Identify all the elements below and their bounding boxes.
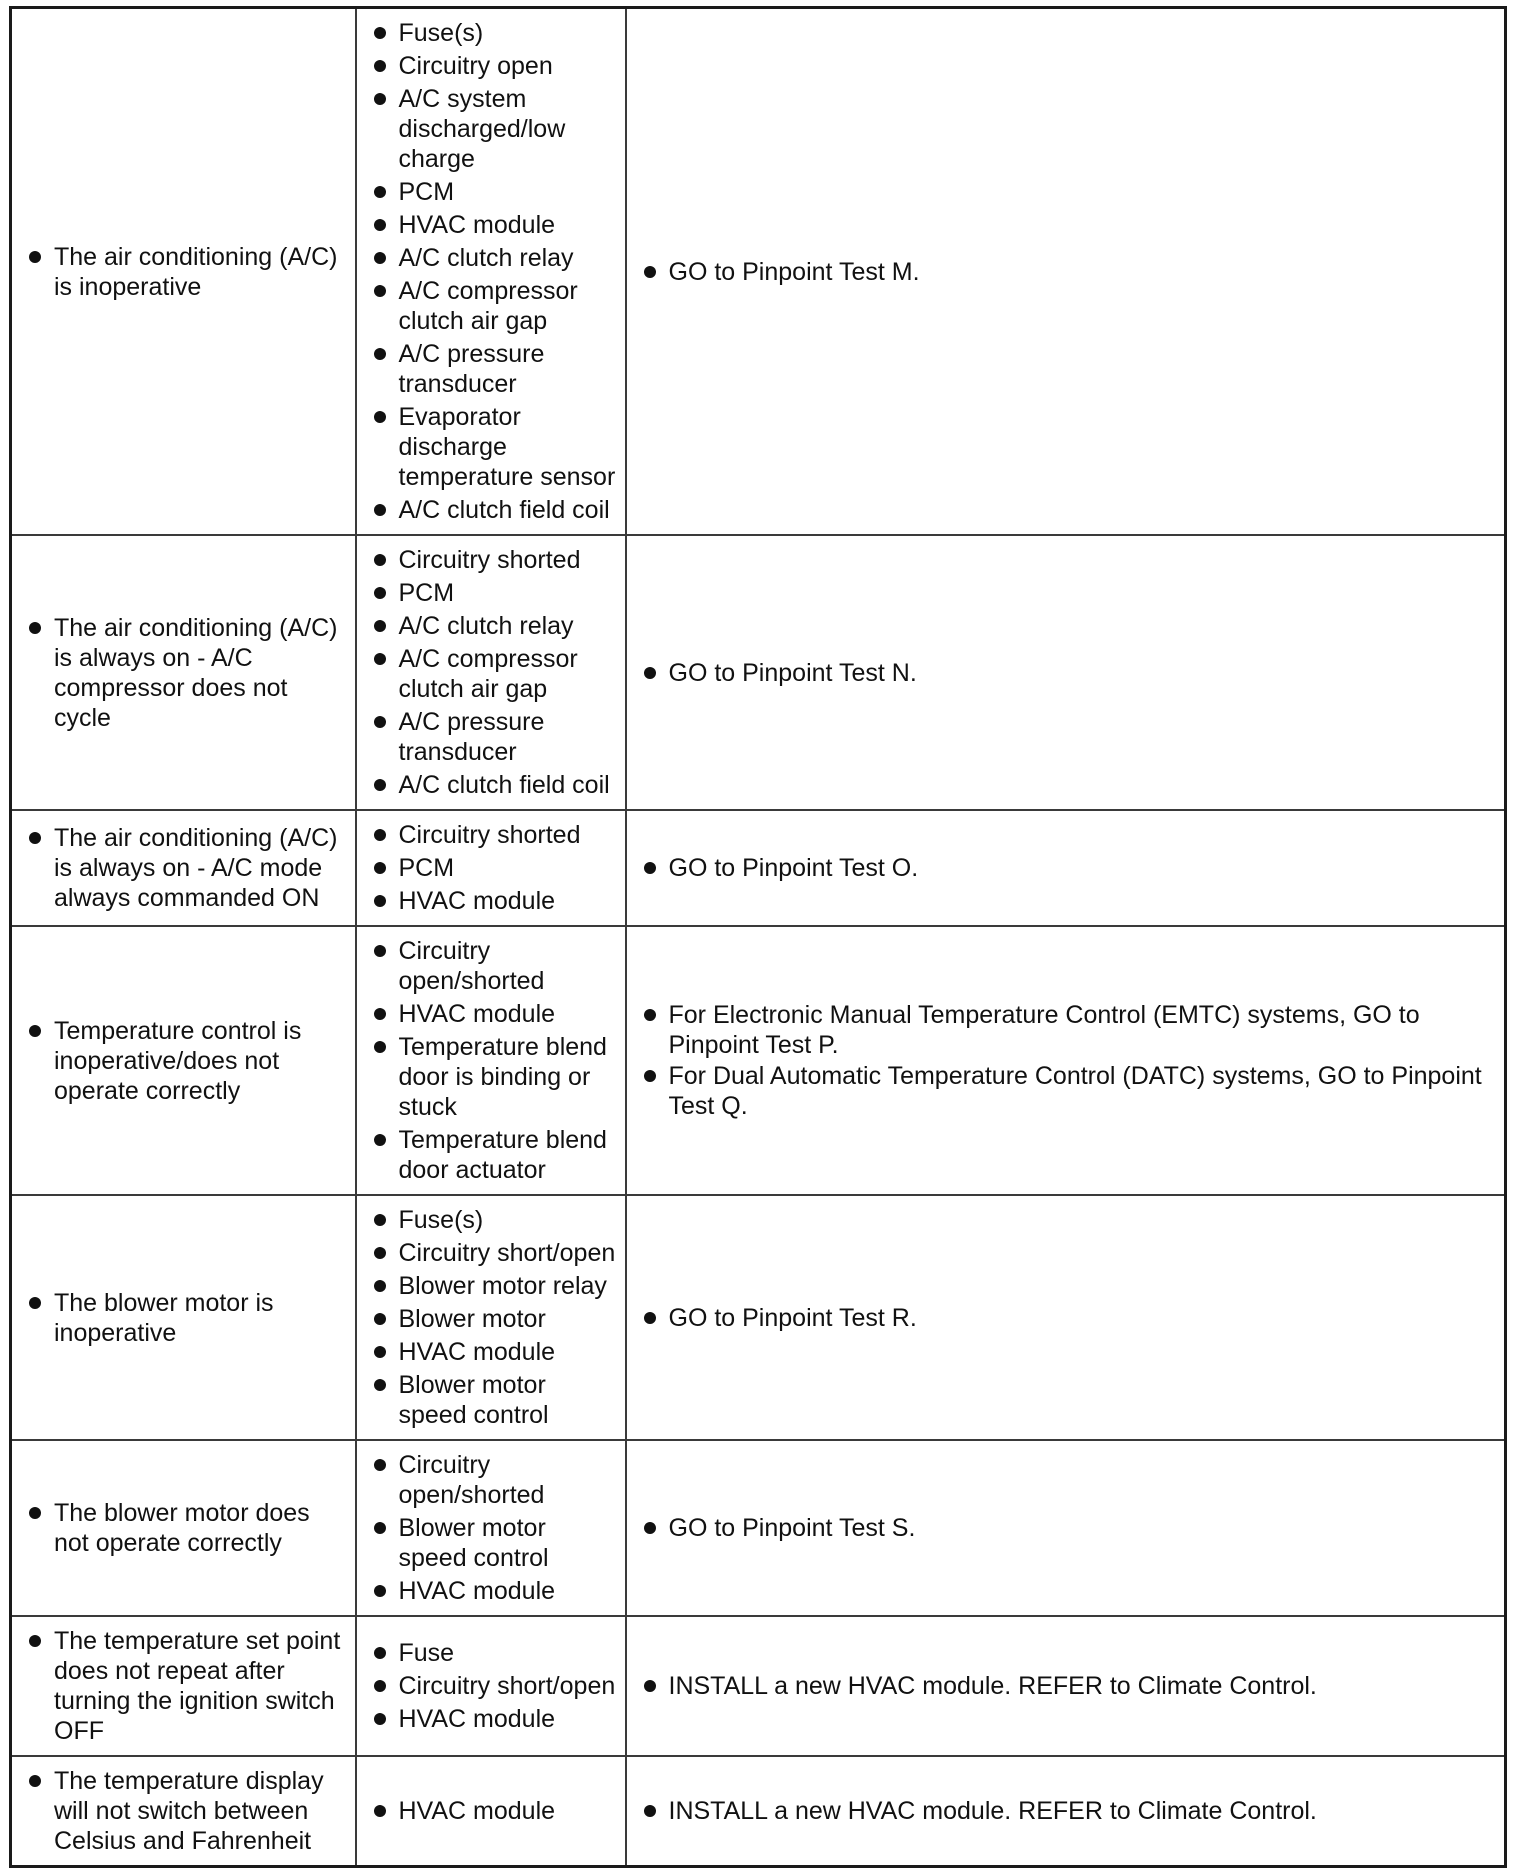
- condition-cell: [11, 926, 356, 1195]
- table-row: [11, 810, 1506, 926]
- action-cell-list: [641, 1671, 1497, 1701]
- list-item: A/C clutch relay: [371, 611, 617, 641]
- condition-cell: [11, 1616, 356, 1756]
- list-item: A/C compressor clutch air gap: [371, 276, 617, 336]
- list-item: GO to Pinpoint Test N.: [641, 658, 1497, 688]
- condition-cell-list: [26, 1498, 347, 1558]
- possible-source-cell: [356, 1616, 626, 1756]
- list-item: A/C system discharged/low charge: [371, 84, 617, 174]
- condition-cell: [11, 1440, 356, 1616]
- list-item: Circuitry short/open: [371, 1671, 617, 1701]
- list-item: Circuitry short/open: [371, 1238, 617, 1268]
- list-item: PCM: [371, 853, 617, 883]
- list-item: INSTALL a new HVAC module. REFER to Climate Control.: [641, 1671, 1497, 1701]
- table-row: [11, 1756, 1506, 1867]
- condition-cell-list: [26, 1626, 347, 1746]
- table-row: [11, 8, 1506, 536]
- list-item: GO to Pinpoint Test R.: [641, 1303, 1497, 1333]
- list-item: Fuse(s): [371, 18, 617, 48]
- list-item: HVAC module: [371, 1576, 617, 1606]
- possible-source-cell: [356, 810, 626, 926]
- list-item: GO to Pinpoint Test O.: [641, 853, 1497, 883]
- list-item: Circuitry shorted: [371, 545, 617, 575]
- symptom-chart-body: [11, 8, 1506, 1867]
- possible-source-cell-list: [371, 18, 617, 525]
- possible-source-cell-list: [371, 820, 617, 916]
- list-item: A/C clutch field coil: [371, 495, 617, 525]
- list-item: Blower motor: [371, 1304, 617, 1334]
- possible-source-cell: [356, 926, 626, 1195]
- condition-cell-list: [26, 1766, 347, 1856]
- possible-source-cell-list: [371, 1205, 617, 1430]
- list-item: Blower motor speed control: [371, 1370, 617, 1430]
- condition-cell-list: [26, 242, 347, 302]
- possible-source-cell: [356, 8, 626, 536]
- list-item: HVAC module: [371, 210, 617, 240]
- condition-cell-list: [26, 1016, 347, 1106]
- action-cell: [626, 1616, 1506, 1756]
- list-item: GO to Pinpoint Test M.: [641, 257, 1497, 287]
- condition-cell: [11, 810, 356, 926]
- action-cell: [626, 8, 1506, 536]
- condition-cell: [11, 535, 356, 810]
- action-cell-list: [641, 257, 1497, 287]
- list-item: A/C pressure transducer: [371, 707, 617, 767]
- condition-cell: [11, 1756, 356, 1867]
- list-item: Circuitry open/shorted: [371, 936, 617, 996]
- list-item: A/C pressure transducer: [371, 339, 617, 399]
- possible-source-cell-list: [371, 545, 617, 800]
- list-item: The air conditioning (A/C) is inoperative: [26, 242, 347, 302]
- table-row: [11, 1616, 1506, 1756]
- list-item: Evaporator discharge temperature sensor: [371, 402, 617, 492]
- list-item: PCM: [371, 177, 617, 207]
- possible-source-cell: [356, 1440, 626, 1616]
- list-item: Fuse: [371, 1638, 617, 1668]
- action-cell-list: [641, 1303, 1497, 1333]
- condition-cell: [11, 8, 356, 536]
- list-item: A/C compressor clutch air gap: [371, 644, 617, 704]
- action-cell-list: [641, 1513, 1497, 1543]
- symptom-chart-table: [9, 6, 1507, 1868]
- list-item: HVAC module: [371, 1337, 617, 1367]
- condition-cell: [11, 1195, 356, 1440]
- list-item: A/C clutch relay: [371, 243, 617, 273]
- list-item: PCM: [371, 578, 617, 608]
- possible-source-cell: [356, 1195, 626, 1440]
- list-item: The blower motor is inoperative: [26, 1288, 347, 1348]
- list-item: For Dual Automatic Temperature Control (DATC) systems, GO to Pinpoint Test Q.: [641, 1061, 1497, 1121]
- possible-source-cell-list: [371, 936, 617, 1185]
- list-item: The blower motor does not operate correctly: [26, 1498, 347, 1558]
- condition-cell-list: [26, 613, 347, 733]
- list-item: Temperature control is inoperative/does not operate correctly: [26, 1016, 347, 1106]
- list-item: HVAC module: [371, 1704, 617, 1734]
- list-item: Blower motor speed control: [371, 1513, 617, 1573]
- possible-source-cell: [356, 1756, 626, 1867]
- list-item: GO to Pinpoint Test S.: [641, 1513, 1497, 1543]
- possible-source-cell-list: [371, 1796, 617, 1826]
- possible-source-cell-list: [371, 1638, 617, 1734]
- list-item: HVAC module: [371, 1796, 617, 1826]
- possible-source-cell: [356, 535, 626, 810]
- action-cell: [626, 1440, 1506, 1616]
- action-cell: [626, 1195, 1506, 1440]
- list-item: The temperature set point does not repeat after turning the ignition switch OFF: [26, 1626, 347, 1746]
- list-item: HVAC module: [371, 999, 617, 1029]
- action-cell: [626, 810, 1506, 926]
- table-row: [11, 1195, 1506, 1440]
- list-item: A/C clutch field coil: [371, 770, 617, 800]
- list-item: Circuitry open/shorted: [371, 1450, 617, 1510]
- list-item: Blower motor relay: [371, 1271, 617, 1301]
- list-item: For Electronic Manual Temperature Control (EMTC) systems, GO to Pinpoint Test P.: [641, 1000, 1497, 1060]
- list-item: Circuitry open: [371, 51, 617, 81]
- list-item: Circuitry shorted: [371, 820, 617, 850]
- list-item: Temperature blend door is binding or stuck: [371, 1032, 617, 1122]
- condition-cell-list: [26, 1288, 347, 1348]
- list-item: Temperature blend door actuator: [371, 1125, 617, 1185]
- table-row: [11, 1440, 1506, 1616]
- condition-cell-list: [26, 823, 347, 913]
- list-item: The temperature display will not switch between Celsius and Fahrenheit: [26, 1766, 347, 1856]
- action-cell-list: [641, 1000, 1497, 1121]
- action-cell-list: [641, 853, 1497, 883]
- action-cell-list: [641, 658, 1497, 688]
- action-cell: [626, 1756, 1506, 1867]
- possible-source-cell-list: [371, 1450, 617, 1606]
- list-item: The air conditioning (A/C) is always on - A/C compressor does not cycle: [26, 613, 347, 733]
- list-item: HVAC module: [371, 886, 617, 916]
- table-row: [11, 926, 1506, 1195]
- list-item: INSTALL a new HVAC module. REFER to Climate Control.: [641, 1796, 1497, 1826]
- action-cell: [626, 926, 1506, 1195]
- table-row: [11, 535, 1506, 810]
- action-cell-list: [641, 1796, 1497, 1826]
- action-cell: [626, 535, 1506, 810]
- list-item: Fuse(s): [371, 1205, 617, 1235]
- list-item: The air conditioning (A/C) is always on - A/C mode always commanded ON: [26, 823, 347, 913]
